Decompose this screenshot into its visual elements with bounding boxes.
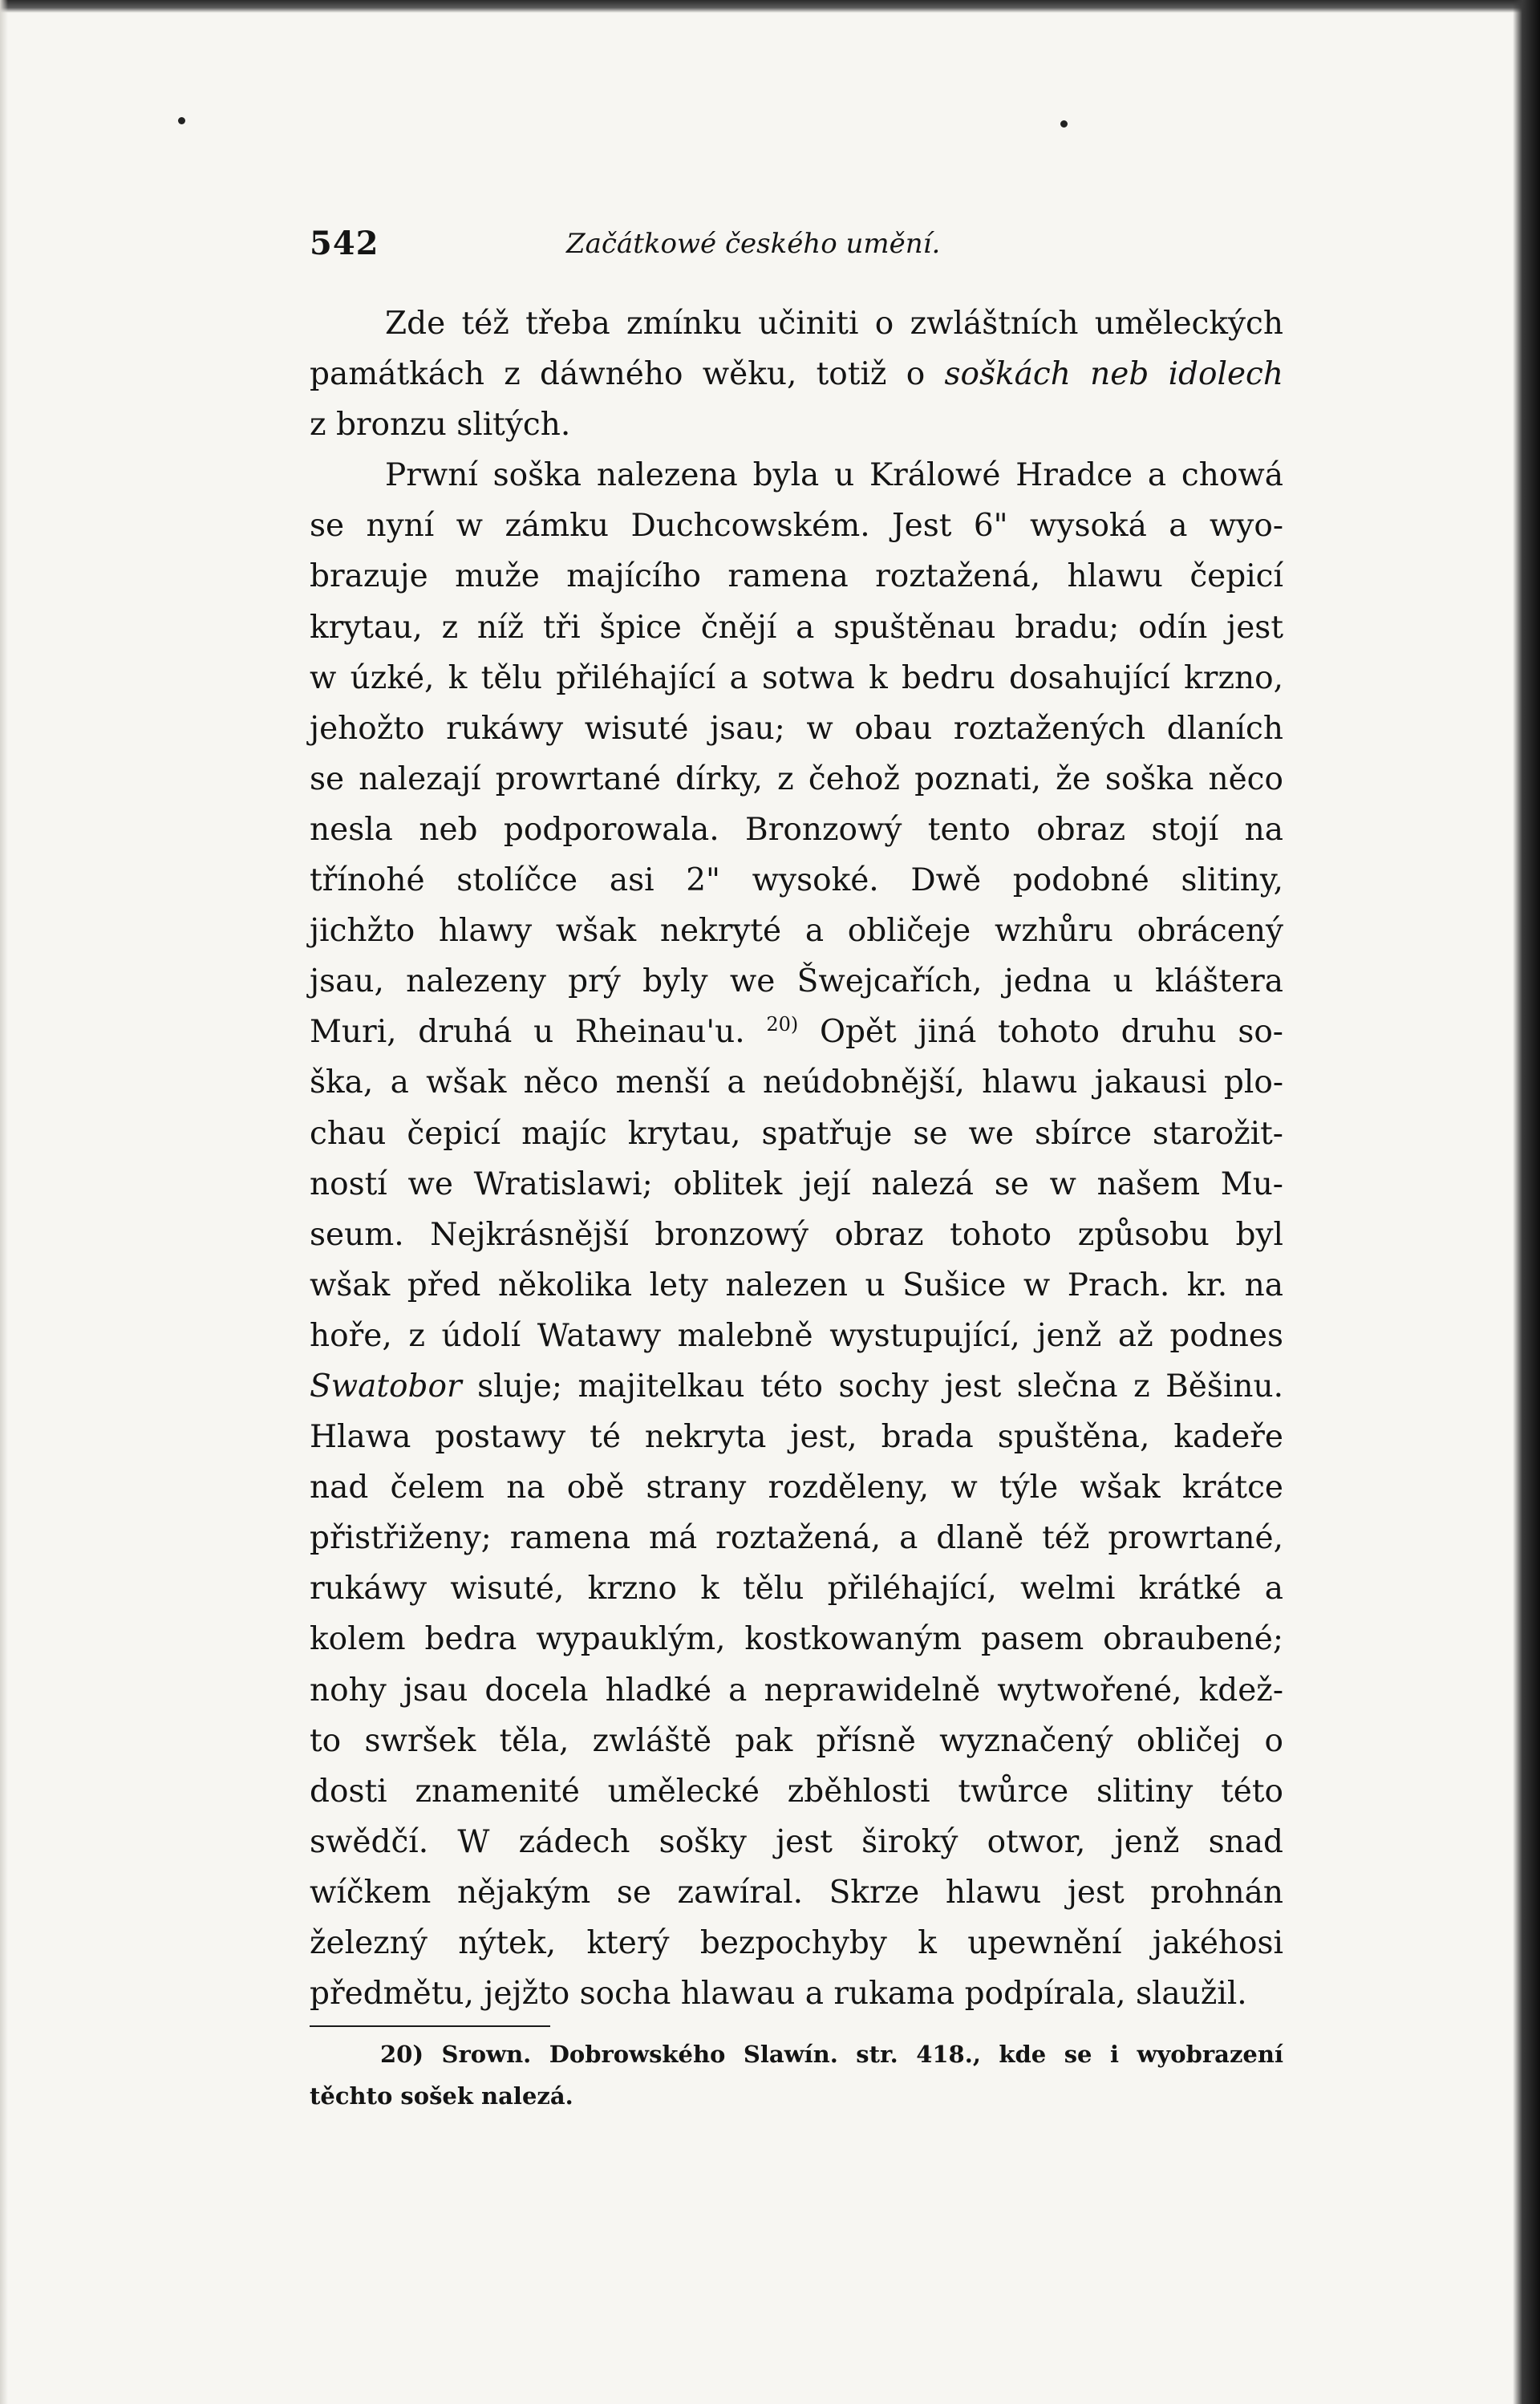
footnote-reference: 20)	[766, 1013, 799, 1036]
scan-speck	[1060, 120, 1068, 128]
text-line: wíčkem nějakým se zawíral. Skrze hlawu jest prohnán	[310, 1874, 1283, 1911]
text-line: Prwní soška nalezena byla u Králowé Hradce a chowá	[385, 457, 1283, 494]
text-line: jsau, nalezeny prý byly we Šwejcařích, jedna u kláštera	[310, 963, 1283, 1000]
emphasis-text: Swatobor	[310, 1368, 462, 1405]
text-line: hoře, z údolí Watawy malebně wystupující, jenž až podnes	[310, 1317, 1283, 1354]
text-line: nohy jsau docela hladké a neprawidelně wytwořené, kdež-	[310, 1672, 1283, 1709]
scan-border-left	[0, 0, 8, 2404]
text-line: brazuje muže majícího ramena roztažená, hlawu čepicí	[310, 558, 1283, 595]
text-line: nesla neb podporowala. Bronzowý tento obraz stojí na	[310, 811, 1283, 848]
text-line: wšak před několika lety nalezen u Sušice w Prach. kr. na	[310, 1267, 1283, 1303]
text-line: rukáwy wisuté, krzno k tělu přiléhající, welmi krátké a	[310, 1571, 1283, 1607]
running-title: Začátkowé českého umění.	[566, 228, 941, 260]
text-line: přistřiženy; ramena má roztažená, a dlaně též prowrtané,	[310, 1520, 1283, 1557]
text-line: se nalezají prowrtané dírky, z čehož poznati, že soška něco	[310, 760, 1283, 797]
text-line: dosti znamenité umělecké zběhlosti twůrce slitiny této	[310, 1773, 1283, 1810]
text-line: třínohé stolíčce asi 2" wysoké. Dwě podobné slitiny,	[310, 862, 1283, 899]
text-line: seum. Nejkrásnější bronzowý obraz tohoto způsobu byl	[310, 1216, 1283, 1253]
scan-border-right	[1513, 0, 1540, 2404]
text-line: ností we Wratislawi; oblitek její nalezá se w našem Mu-	[310, 1166, 1283, 1202]
running-header	[310, 225, 1336, 273]
page-number: 542	[310, 225, 379, 262]
text-line: chau čepicí majíc krytau, spatřuje se we sbírce starožit-	[310, 1115, 1283, 1152]
body-text	[310, 298, 1283, 2019]
text-line: krytau, z níž tři špice čnějí a spuštěnau bradu; odín jest	[310, 609, 1283, 646]
text-line: Zde též třeba zmínku učiniti o zwláštních uměleckých	[385, 306, 1283, 342]
text-line: jehožto rukáwy wisuté jsau; w obau roztažených dlaních	[310, 710, 1283, 747]
text-span: Opět jiná tohoto druhu so-	[798, 1014, 1283, 1051]
footnote	[310, 2033, 1283, 2117]
text-line: nad čelem na obě strany rozděleny, w týle wšak krátce	[310, 1470, 1283, 1506]
text-line: to swršek těla, zwláště pak přísně wyznačený obličej o	[310, 1722, 1283, 1759]
text-line: jichžto hlawy wšak nekryté a obličeje wzhůru obrácený	[310, 913, 1283, 950]
text-span: památkách z dáwného wěku, totiž o	[310, 356, 945, 393]
text-line: předmětu, jejžto socha hlawau a rukama podpírala, slaužil.	[310, 1976, 1247, 2013]
text-line: ška, a wšak něco menší a neúdobnější, hlawu jakausi plo-	[310, 1064, 1283, 1101]
text-line: Hlawa postawy té nekryta jest, brada spuštěna, kadeře	[310, 1419, 1283, 1456]
text-line: se nyní w zámku Duchcowském. Jest 6" wysoká a wyo-	[310, 508, 1283, 545]
footnote-line: těchto sošek nalezá.	[310, 2082, 573, 2110]
text-line	[310, 349, 1283, 399]
text-span: sluje; majitelkau této sochy jest slečna z Běšinu.	[461, 1368, 1283, 1405]
text-line	[310, 1007, 1283, 1057]
text-line: w úzké, k tělu přiléhající a sotwa k bedru dosahující krzno,	[310, 659, 1283, 696]
text-line	[310, 1361, 1283, 1412]
scan-speck	[178, 117, 185, 124]
footnote-divider	[310, 2025, 550, 2027]
text-line: z bronzu slitých.	[310, 407, 571, 444]
scan-border-top	[0, 0, 1540, 13]
emphasis-text: soškách neb idolech	[944, 356, 1283, 393]
footnote-line: 20) Srown. Dobrowského Slawín. str. 418., kde se i wyobrazení	[380, 2041, 1283, 2068]
text-line: železný nýtek, který bezpochyby k upewnění jakéhosi	[310, 1925, 1283, 1961]
text-line: swědčí. W zádech sošky jest široký otwor, jenž snad	[310, 1823, 1283, 1860]
text-line: kolem bedra wypauklým, kostkowaným pasem obraubené;	[310, 1621, 1283, 1658]
text-span: Muri, druhá u Rheinau'u.	[310, 1014, 767, 1051]
